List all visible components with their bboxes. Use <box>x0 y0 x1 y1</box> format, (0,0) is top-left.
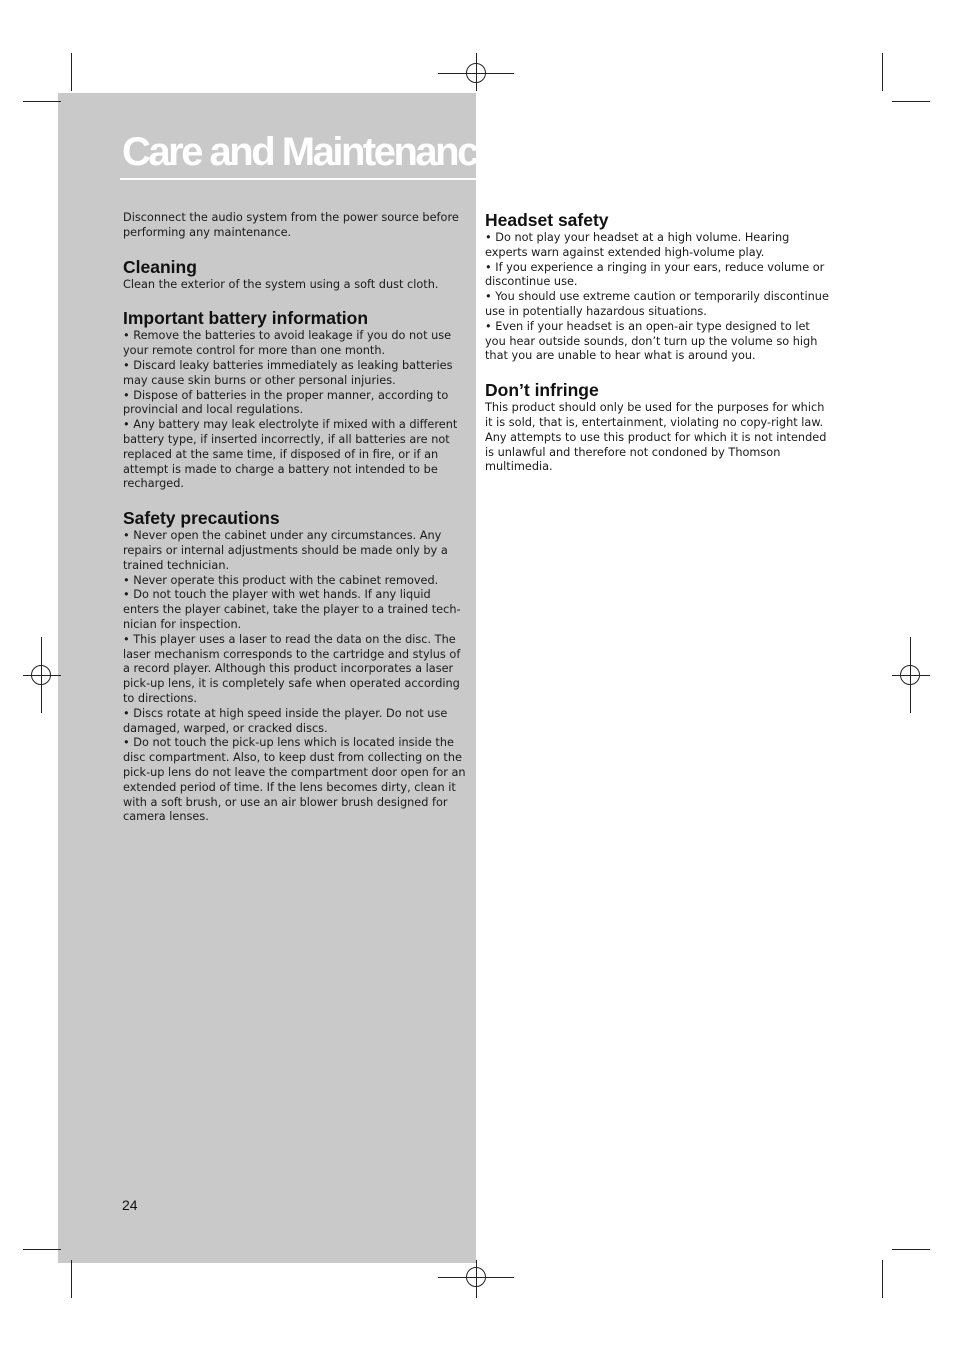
intro-text: Disconnect the audio system from the power source before performing any maintenance. <box>123 211 459 239</box>
section-heading: Important battery information <box>123 308 369 329</box>
registration-target-icon <box>31 665 51 685</box>
bullet-item: • Dispose of batteries in the proper manner, according to provincial and local regulations. <box>123 388 449 417</box>
registration-target-icon <box>466 1267 486 1287</box>
registration-target-icon <box>466 63 486 83</box>
section-heading: Headset safety <box>485 210 609 230</box>
section-battery-information <box>123 307 468 492</box>
crop-mark <box>882 1260 883 1298</box>
crop-mark <box>892 101 930 102</box>
section-headset-safety <box>485 209 830 364</box>
right-column <box>485 211 830 490</box>
crop-mark <box>23 101 61 102</box>
crop-mark <box>882 53 883 91</box>
section-text: Clean the exterior of the system using a soft dust cloth. <box>123 277 439 291</box>
crop-mark <box>71 53 72 91</box>
crop-mark <box>71 1260 72 1298</box>
bullet-item: • Do not touch the player with wet hands. If any liquid enters the player cabinet, take the player to a trained tech-nician for inspection. <box>123 588 461 631</box>
bullet-item: • Remove the batteries to avoid leakage if you do not use your remote control for more than one month. <box>123 329 452 358</box>
bullet-item: • If you experience a ringing in your ears, reduce volume or discontinue use. <box>485 260 825 289</box>
bullet-item: • Even if your headset is an open-air type designed to let you hear outside sounds, don’t turn up the volume so high that you are unable to hear what is around you. <box>485 319 818 363</box>
bullet-item: • Do not touch the pick-up lens which is located inside the disc compartment. Also, to keep dust from collecting on the pick-up lens do not leave the compartment door open for an extended period of time. If the lens becomes dirty, clean it with a soft brush, or use an air blower brush designed for camera lenses. <box>123 736 466 824</box>
section-safety-precautions <box>123 507 468 825</box>
page-number: 24 <box>122 1197 138 1213</box>
page-title: Care and Maintenance <box>122 130 497 174</box>
bullet-item: • Discard leaky batteries immediately as leaking batteries may cause skin burns or other personal injuries. <box>123 358 453 387</box>
bullet-item: • This player uses a laser to read the data on the disc. The laser mechanism corresponds to the cartridge and stylus of a record player. Although this product incorporates a laser pick-up lens, it is completely safe when operated according to directions. <box>123 632 461 705</box>
section-text <box>485 231 830 364</box>
bullet-item: • You should use extreme caution or temporarily discontinue use in potentially hazardous situations. <box>485 290 829 318</box>
bullet-item: • Any battery may leak electrolyte if mixed with a different battery type, if inserted incorrectly, if all batteries are not replaced at the same time, if disposed of in fire, or if an attempt is made to charge a battery not intended to be recharged. <box>123 418 458 491</box>
crop-mark <box>892 1249 930 1250</box>
section-text <box>123 529 468 825</box>
title-underline <box>120 178 476 180</box>
crop-mark <box>23 1249 61 1250</box>
registration-target-icon <box>900 665 920 685</box>
section-text <box>123 329 468 492</box>
bullet-item: • Do not play your headset at a high volume. Hearing experts warn against extended high-volume play. <box>485 231 790 259</box>
section-heading: Don’t infringe <box>485 380 599 401</box>
bullet-item: • Never operate this product with the cabinet removed. <box>123 573 439 587</box>
section-heading: Safety precautions <box>123 508 280 529</box>
bullet-item: • Never open the cabinet under any circumstances. Any repairs or internal adjustments should be made only by a trained technician. <box>123 529 448 572</box>
section-text: This product should only be used for the purposes for which it is sold, that is, entertainment, violating no copy-right law. Any attempts to use this product for which it is not intended is unlawful and therefore not condoned by Thomson multimedia. <box>485 401 827 474</box>
section-heading: Cleaning <box>123 256 197 277</box>
bullet-item: • Discs rotate at high speed inside the player. Do not use damaged, warped, or cracked discs. <box>123 706 448 735</box>
section-cleaning <box>123 256 468 293</box>
left-column <box>123 211 468 840</box>
section-dont-infringe <box>485 379 830 475</box>
